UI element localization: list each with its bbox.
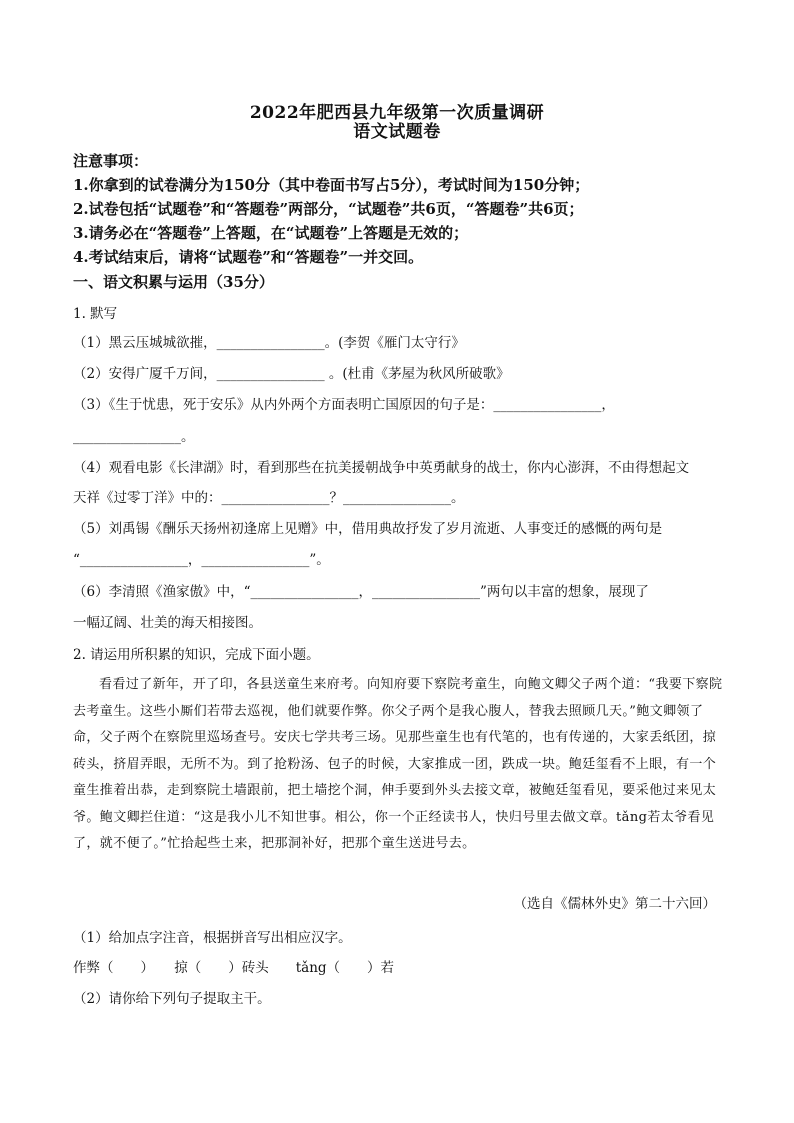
question-item: （2）安得广厦千万间，________________ 。(杜甫《茅屋为秋风所破歌》 bbox=[73, 366, 510, 382]
question-item: （4）观看电影《长津湖》时，看到那些在抗美援朝战争中英勇献身的战士，你内心澎湃，不由得想起文 bbox=[73, 460, 690, 476]
notice-heading: 注意事项： bbox=[73, 152, 149, 170]
question-item: ________________。 bbox=[73, 429, 195, 445]
passage-source: （选自《儒林外史》第二十六回） bbox=[513, 896, 716, 912]
question-label: 2. 请运用所积累的知识，完成下面小题。 bbox=[73, 647, 320, 663]
question-item: “________________，________________”。 bbox=[73, 552, 330, 568]
notice-item: 4.考试结束后，请将“试题卷”和“答题卷”一并交回。 bbox=[73, 248, 424, 266]
question-item: （6）李清照《渔家傲》中，“________________，________________”两句以丰富的想象，展现了 bbox=[73, 584, 649, 600]
subquestion: （1）给加点字注音，根据拼音写出相应汉字。 bbox=[73, 930, 352, 946]
reading-passage: 看看过了新年，开了印，各县送童生来府考。向知府要下察院考童生，向鲍文卿父子两个道：“我要下察院去考童生。这些小厮们若带去巡视，他们就要作弊。你父子两个是我心腹人，替我去照顾几天。”鲍文卿领了命，父子两个在察院里巡场查号。安庆七学共考三场。见那些童生也有代笔的，也有传递的，大家丢纸团，掠砖头，挤眉弄眼，无所不为。到了抢粉汤、包子的时候，大家推成一团，跌成一块。鲍廷玺看不上眼，有一个童生推着出恭，走到察院土墙跟前，把土墙挖个洞，伸手要到外头去接文章，被鲍廷玺看见，要采他过来见太爷。鲍文卿拦住道：“这是我小儿不知世事。相公，你一个正经读书人，快归号里去做文章。tǎng若太爷看见了，就不便了。”忙拾起些土来，把那洞补好，把那个童生送进号去。 bbox=[73, 677, 723, 851]
exam-subtitle: 语文试题卷 bbox=[353, 122, 441, 142]
question-item: 一幅辽阔、壮美的海天相接图。 bbox=[73, 615, 262, 631]
section-heading: 一、语文积累与运用（35分） bbox=[73, 273, 274, 291]
notice-item: 1.你拿到的试卷满分为150分（其中卷面书写占5分），考试时间为150分钟； bbox=[73, 176, 590, 194]
question-item: （1）黑云压城城欲摧，________________。(李贺《雁门太守行》 bbox=[73, 335, 465, 351]
question-item: （5）刘禹锡《酬乐天扬州初逢席上见赠》中，借用典故抒发了岁月流逝、人事变迁的感慨的两句是 bbox=[73, 521, 663, 537]
question-item: 天祥《过零丁洋》中的：________________？________________。 bbox=[73, 490, 465, 506]
subquestion: （2）请你给下列句子提取主干。 bbox=[73, 991, 271, 1007]
question-item: （3）《生于忧患，死于安乐》从内外两个方面表明亡国原因的句子是：________________， bbox=[73, 397, 615, 413]
exam-title: 2022年肥西县九年级第一次质量调研 bbox=[249, 103, 545, 123]
subquestion-blanks: 作弊（ ） 掠（ ）砖头 tǎng（ ）若 bbox=[73, 960, 395, 976]
question-label: 1. 默写 bbox=[73, 306, 118, 322]
notice-item: 2.试卷包括“试题卷”和“答题卷”两部分，“试题卷”共6页，“答题卷”共6页； bbox=[73, 200, 584, 218]
notice-item: 3.请务必在“答题卷”上答题，在“试题卷”上答题是无效的； bbox=[73, 224, 469, 242]
